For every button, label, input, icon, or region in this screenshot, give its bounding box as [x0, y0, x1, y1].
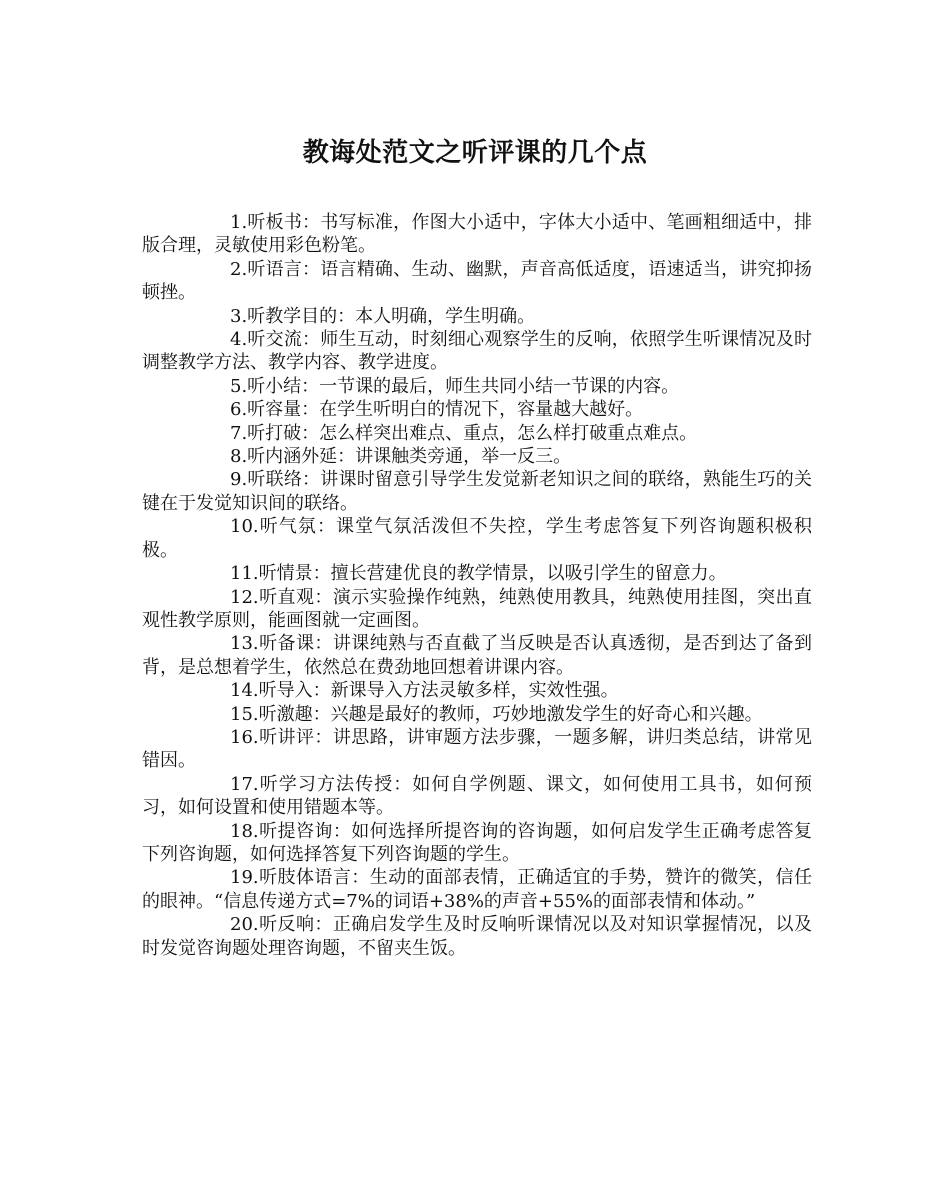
paragraph-19: 19.听肢体语言：生动的面部表情，正确适宜的手势，赞许的微笑，信任的眼神。“信息传递方式=7%的词语+38%的声音+55%的面部表情和体动。” — [142, 867, 812, 912]
paragraph-5: 5.听小结：一节课的最后，师生共同小结一节课的内容。 — [230, 375, 680, 397]
paragraph-3: 3.听教学目的：本人明确，学生明确。 — [230, 305, 536, 327]
paragraph-4: 4.听交流：师生互动，时刻细心观察学生的反响，依照学生听课情况及时调整教学方法、教学内容、教学进度。 — [142, 329, 812, 374]
paragraph-15: 15.听激趣：兴趣是最好的教师，巧妙地激发学生的好奇心和兴趣。 — [230, 703, 763, 725]
paragraph-12: 12.听直观：演示实验操作纯熟，纯熟使用教具，纯熟使用挂图，突出直观性教学原则，能画图就一定画图。 — [142, 586, 812, 631]
paragraph-1: 1.听板书：书写标准，作图大小适中，字体大小适中、笔画粗细适中，排版合理，灵敏使用彩色粉笔。 — [142, 212, 812, 257]
paragraph-10: 10.听气氛：课堂气氛活泼但不失控，学生考虑答复下列咨询题积极积极。 — [142, 516, 812, 561]
paragraph-9: 9.听联络：讲课时留意引导学生发觉新老知识之间的联络，熟能生巧的关键在于发觉知识间的联络。 — [142, 469, 812, 514]
paragraph-17: 17.听学习方法传授：如何自学例题、课文，如何使用工具书，如何预习，如何设置和使用错题本等。 — [142, 773, 812, 819]
paragraph-13: 13.听备课：讲课纯熟与否直截了当反映是否认真透彻，是否到达了备到背，是总想着学生，依然总在费劲地回想着讲课内容。 — [142, 633, 812, 678]
paragraph-7: 7.听打破：怎么样突出难点、重点，怎么样打破重点难点。 — [230, 422, 698, 444]
paragraph-18: 18.听提咨询：如何选择所提咨询的咨询题，如何启发学生正确考虑答复下列咨询题，如何选择答复下列咨询题的学生。 — [142, 820, 812, 865]
paragraph-6: 6.听容量：在学生听明白的情况下，容量越大越好。 — [230, 399, 644, 421]
paragraph-16: 16.听讲评：讲思路，讲审题方法步骤，一题多解，讲归类总结，讲常见错因。 — [142, 726, 812, 772]
document-title: 教诲处范文之听评课的几个点 — [302, 138, 648, 168]
document-body — [142, 211, 812, 960]
paragraph-8: 8.听内涵外延：讲课触类旁通，举一反三。 — [230, 446, 572, 468]
paragraph-20: 20.听反响：正确启发学生及时反响听课情况以及对知识掌握情况，以及时发觉咨询题处理咨询题，不留夹生饭。 — [142, 914, 812, 959]
paragraph-14: 14.听导入：新课导入方法灵敏多样，实效性强。 — [230, 680, 619, 702]
paragraph-2: 2.听语言：语言精确、生动、幽默，声音高低适度，语速适当，讲究抑扬顿挫。 — [142, 258, 812, 304]
paragraph-11: 11.听情景：擅长营建优良的教学情景，以吸引学生的留意力。 — [230, 563, 727, 585]
